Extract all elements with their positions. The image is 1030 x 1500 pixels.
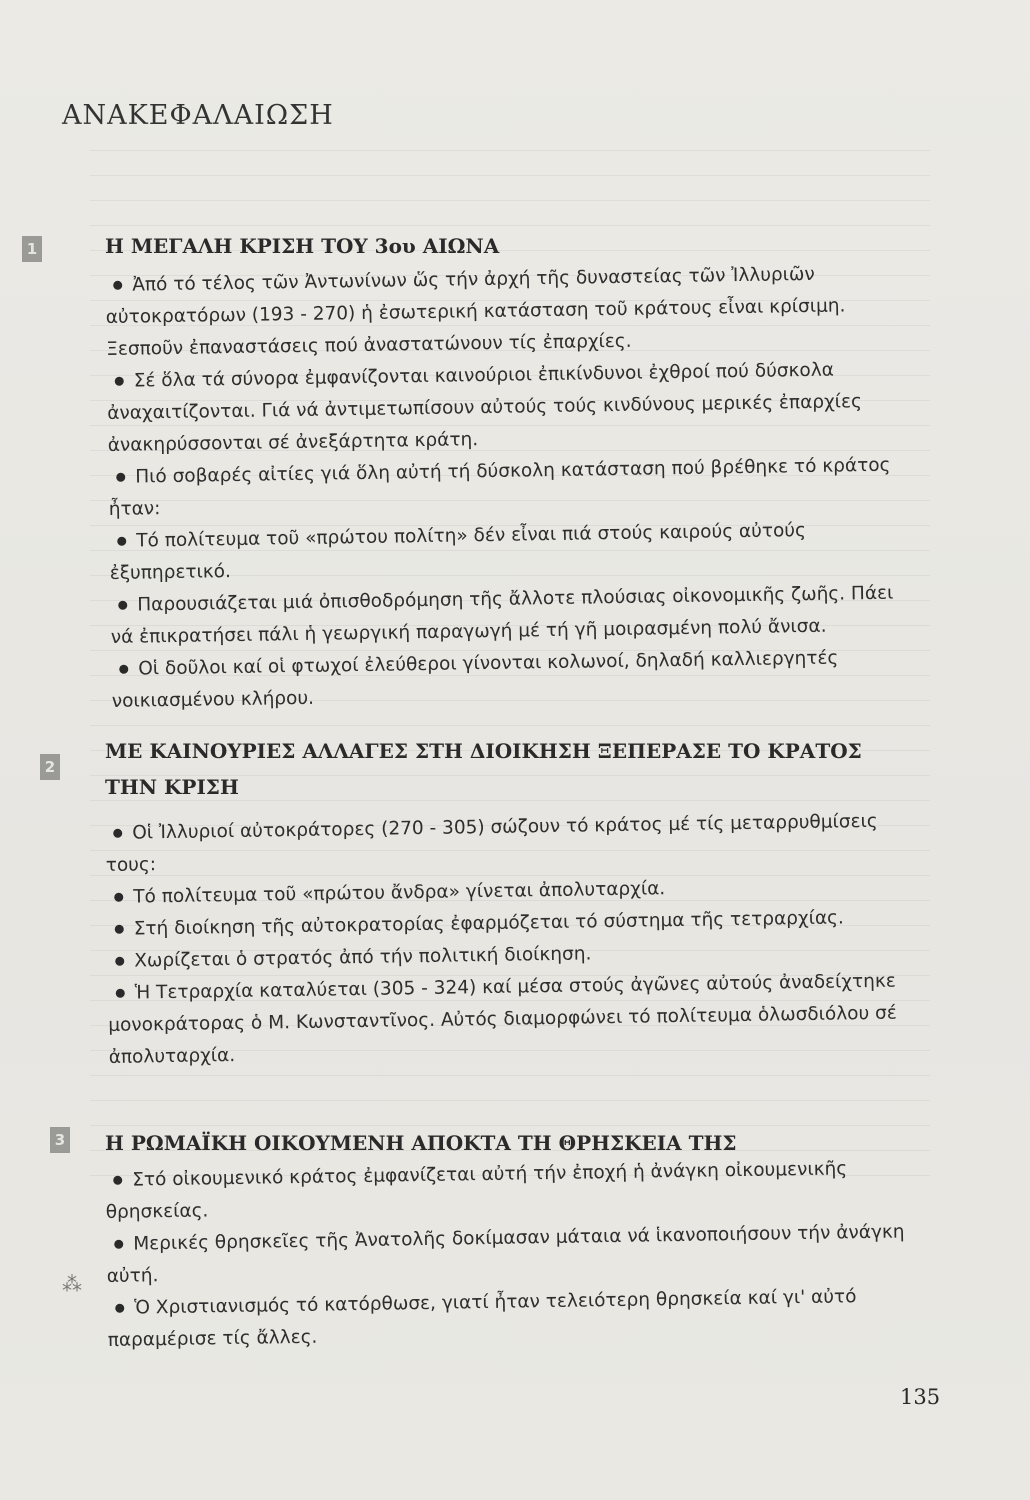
paragraph: Ἀπό τό τέλος τῶν Ἀντωνίνων ὥς τήν ἀρχή τῆς δυναστείας τῶν Ἰλλυριῶν αὐτοκρατόρων (193 - 270) ἡ ἐσωτερική κατάσταση τοῦ κράτους εἶναι κρίσιμη. Ξεσποῦν ἐπαναστάσεις πού ἀναστατώνουν τίς ἐπαρχίες.: [105, 263, 846, 360]
bullet-icon: [116, 472, 125, 481]
bullet-icon: [115, 1303, 124, 1312]
page-title: ΑΝΑΚΕΦΑΛΑΙΩΣΗ: [62, 100, 334, 131]
paragraph: Πιό σοβαρές αἰτίες γιά ὅλη αὐτή τή δύσκολη κατάσταση πού βρέθηκε τό κράτος ἦταν:: [108, 454, 891, 520]
paragraph: Παρουσιάζεται μιά ὀπισθοδρόμηση τῆς ἄλλοτε πλούσιας οἰκονομικῆς ζωῆς. Πάει νά ἐπικρατήσει πάλι ἡ γεωργική παραγωγή μέ τή γῆ μοιρασμένη πολύ ἄνισα.: [110, 582, 894, 648]
paragraph: Ἡ Τετραρχία καταλύεται (305 - 324) καί μέσα στούς ἀγῶνες αὐτούς ἀναδείχτηκε μονοκράτορας ὁ Μ. Κωνσταντῖνος. Αὐτός διαμορφώνει τό πολίτευμα ὁλωσδιόλου σέ ἀπολυταρχία.: [108, 970, 897, 1068]
section-number-3: 3: [50, 1127, 70, 1153]
page-number: 135: [900, 1385, 941, 1409]
bullet-icon: [114, 892, 123, 901]
bullet-icon: [119, 664, 128, 673]
bullet-icon: [113, 828, 122, 837]
section-title-1: Η ΜΕΓΑΛΗ ΚΡΙΣΗ ΤΟΥ 3ου ΑΙΩΝΑ: [105, 234, 500, 258]
bullet-icon: [113, 1175, 122, 1184]
section-body-3: [105, 1152, 908, 1357]
bullet-icon: [118, 600, 127, 609]
bullet-icon: [117, 536, 126, 545]
paragraph: Στό οἰκουμενικό κράτος ἐμφανίζεται αὐτή τήν ἐποχή ἡ ἀνάγκη οἰκουμενικῆς θρησκείας.: [105, 1158, 848, 1223]
section-title-2: ΜΕ ΚΑΙΝΟΥΡΙΕΣ ΑΛΛΑΓΕΣ ΣΤΗ ΔΙΟΙΚΗΣΗ ΞΕΠΕΡΑΣΕ ΤΟ ΚΡΑΤΟΣ ΤΗΝ ΚΡΙΣΗ: [105, 739, 862, 799]
paragraph: Τό πολίτευμα τοῦ «πρώτου ἄνδρα» γίνεται ἀπολυταρχία.: [106, 870, 896, 914]
bullet-icon: [115, 376, 124, 385]
bullet-icon: [114, 1239, 123, 1248]
bullet-icon: [115, 956, 124, 965]
section-number-1: 1: [22, 236, 42, 262]
paragraph: Οἱ δοῦλοι καί οἱ φτωχοί ἐλεύθεροι γίνονται κολωνοί, δηλαδή καλλιεργητές νοικιασμένου κλήρου.: [111, 647, 839, 712]
bullet-icon: [115, 924, 124, 933]
ink-smudge-icon: ⁂: [62, 1272, 82, 1296]
paragraph: Τό πολίτευμα τοῦ «πρώτου πολίτη» δέν εἶναι πιά στούς καιρούς αὐτούς ἐξυπηρετικό.: [109, 520, 807, 584]
bullet-icon: [113, 280, 122, 289]
paragraph: Στή διοίκηση τῆς αὐτοκρατορίας ἐφαρμόζεται τό σύστημα τῆς τετραρχίας.: [107, 902, 897, 946]
paragraph: Οἱ Ἰλλυριοί αὐτοκράτορες (270 - 305) σώζουν τό κράτος μέ τίς μεταρρυθμίσεις τους:: [105, 810, 878, 876]
paragraph: Σέ ὅλα τά σύνορα ἐμφανίζονται καινούριοι ἐπικίνδυνοι ἐχθροί πού δύσκολα ἀναχαιτίζονται. Γιά νά ἀντιμετωπίσουν αὐτούς τούς κινδύνους μερικές ἐπαρχίες ἀνακηρύσσονται σέ ἀνεξάρτητα κράτη.: [107, 359, 863, 456]
section-number-2: 2: [40, 754, 60, 780]
section-body-2: [105, 806, 899, 1074]
paragraph: Ὁ Χριστιανισμός τό κατόρθωσε, γιατί ἦταν τελειότερη θρησκεία καί γι' αὐτό παραμέρισε τίς ἄλλες.: [107, 1286, 857, 1351]
section-body-1: [105, 258, 902, 718]
section-title-3: Η ΡΩΜΑΪΚΗ ΟΙΚΟΥΜΕΝΗ ΑΠΟΚΤΑ ΤΗ ΘΡΗΣΚΕΙΑ ΤΗΣ: [105, 1131, 737, 1155]
paragraph: Χωρίζεται ὁ στρατός ἀπό τήν πολιτική διοίκηση.: [107, 934, 897, 978]
paragraph: Μερικές θρησκεῖες τῆς Ἀνατολῆς δοκίμασαν μάταια νά ἱκανοποιήσουν τήν ἀνάγκη αὐτή.: [106, 1221, 905, 1287]
bullet-icon: [116, 988, 125, 997]
